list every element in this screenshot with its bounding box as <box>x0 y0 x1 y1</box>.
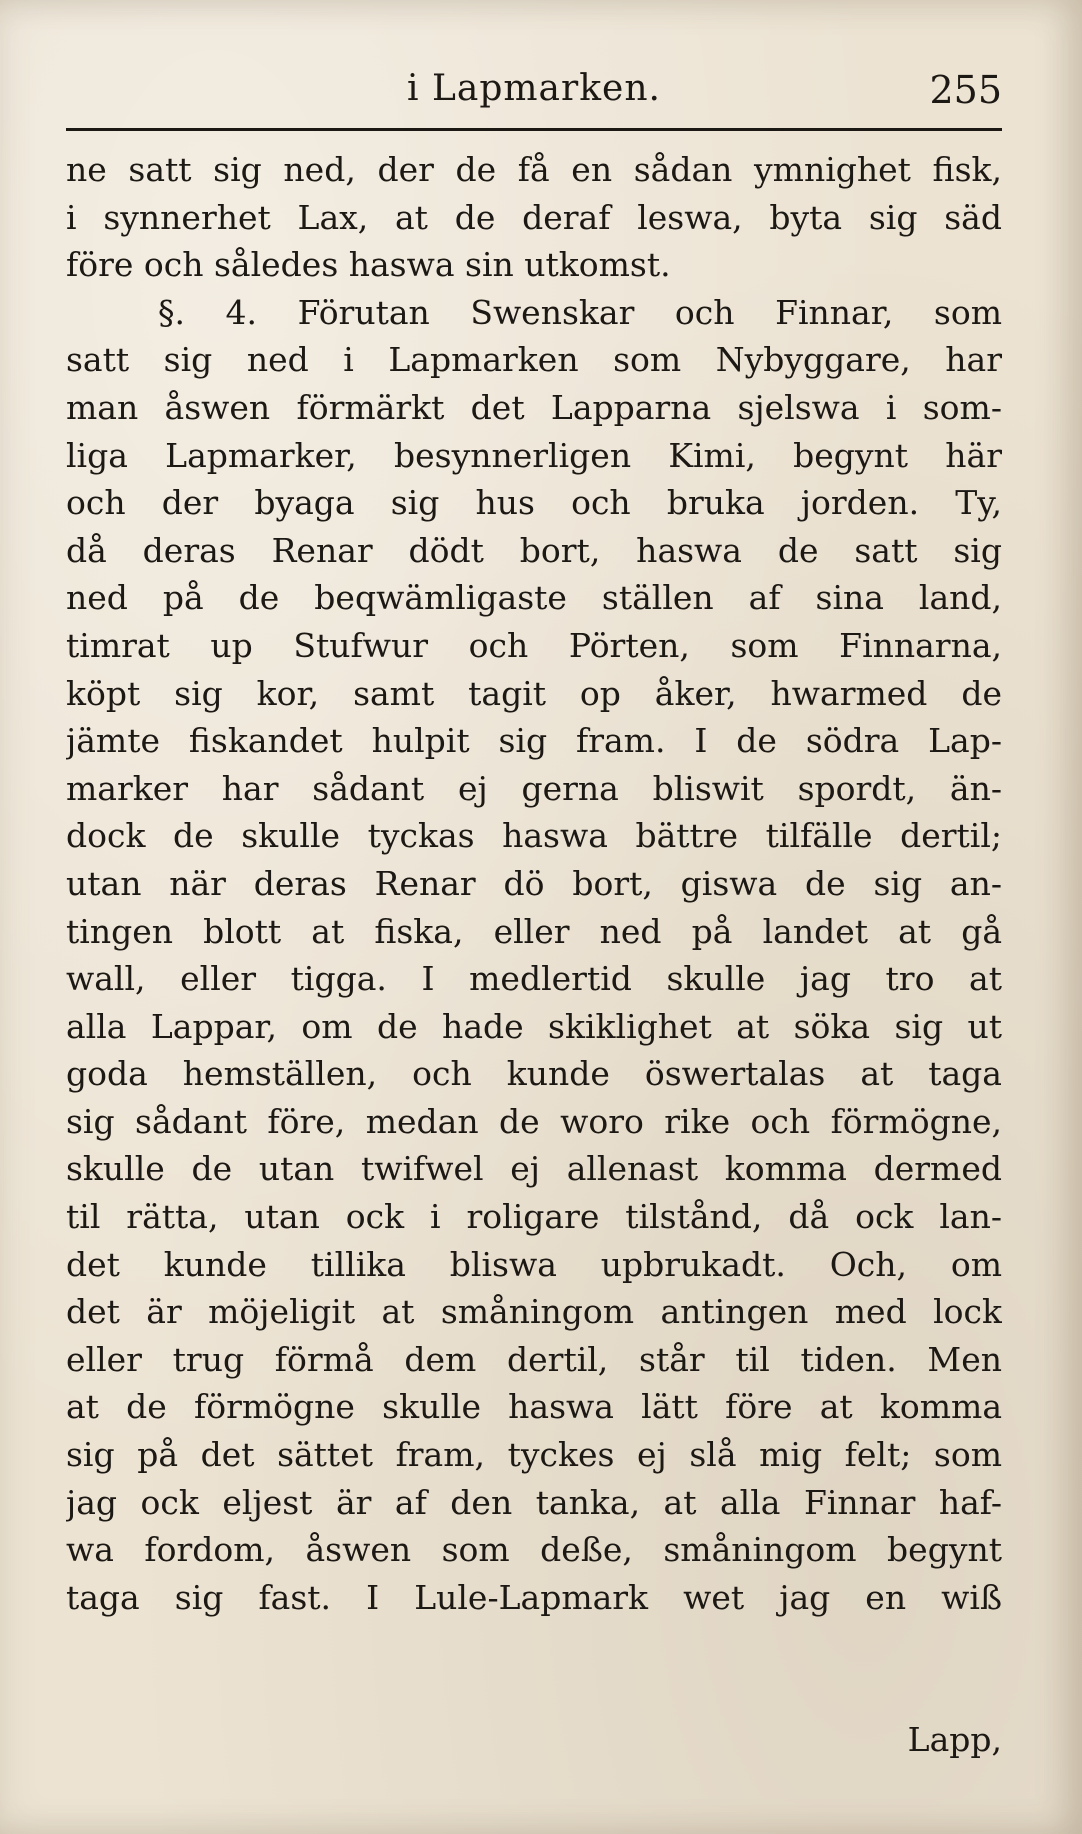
text-line: ned på de beqwämligaste ställen af sina land, <box>66 578 1002 618</box>
text-line: taga sig fast. I Lule-Lapmark wet jag en wiß <box>66 1577 1002 1617</box>
text-line: man åswen förmärkt det Lapparna sjelswa i som- <box>66 387 1002 427</box>
text-line: marker har sådant ej gerna bliswit spordt, än- <box>66 768 1002 808</box>
catchword: Lapp, <box>907 1720 1002 1759</box>
text-line: wall, eller tigga. I medlertid skulle jag tro at <box>66 959 1002 999</box>
text-line: sig sådant före, medan de woro rike och förmögne, <box>66 1101 1002 1141</box>
text-line: jag ock eljest är af den tanka, at alla Finnar haf- <box>66 1482 1002 1522</box>
text-line: köpt sig kor, samt tagit op åker, hwarmed de <box>66 673 1002 713</box>
text-line: goda hemställen, och kunde öswertalas at taga <box>66 1054 1002 1094</box>
text-line: sig på det sättet fram, tyckes ej slå mig felt; som <box>66 1435 1002 1475</box>
text-line: timrat up Stufwur och Pörten, som Finnarna, <box>66 625 1002 665</box>
text-line: det kunde tillika bliswa upbrukadt. Och, om <box>66 1244 1002 1284</box>
section-heading-line: §. 4. Förutan Swenskar och Finnar, som <box>158 292 1002 332</box>
text-line: det är möjeligit at småningom antingen med lock <box>66 1292 1002 1332</box>
text-line: dock de skulle tyckas haswa bättre tilfälle dertil; <box>66 816 1002 856</box>
text-line: och der byaga sig hus och bruka jorden. Ty, <box>66 483 1002 523</box>
text-line: eller trug förmå dem dertil, står til tiden. Men <box>66 1339 1002 1379</box>
header-rule <box>66 128 1002 131</box>
text-line: tingen blott at fiska, eller ned på landet at gå <box>66 911 1002 951</box>
body-text <box>66 146 1002 1621</box>
page-number: 255 <box>929 68 1002 112</box>
running-title: i Lapmarken. <box>407 68 661 109</box>
text-line: at de förmögne skulle haswa lätt före at komma <box>66 1387 1002 1427</box>
text-line: före och således haswa sin utkomst. <box>66 245 671 285</box>
text-line: wa fordom, åswen som deße, småningom begynt <box>66 1530 1002 1570</box>
text-line: ne satt sig ned, der de få en sådan ymnighet fisk, <box>66 150 1002 189</box>
text-line: då deras Renar dödt bort, haswa de satt sig <box>66 530 1002 570</box>
text-line: alla Lappar, om de hade skiklighet at söka sig ut <box>66 1006 1002 1046</box>
text-line: til rätta, utan ock i roligare tilstånd, då ock lan- <box>66 1197 1002 1237</box>
text-line: jämte fiskandet hulpit sig fram. I de södra Lap- <box>66 721 1002 761</box>
text-line: liga Lapmarker, besynnerligen Kimi, begynt här <box>66 435 1002 475</box>
text-line: satt sig ned i Lapmarken som Nybyggare, har <box>66 340 1002 380</box>
text-line: utan när deras Renar dö bort, giswa de sig an- <box>66 863 1002 903</box>
running-head <box>66 60 1002 120</box>
text-line: skulle de utan twifwel ej allenast komma dermed <box>66 1149 1002 1189</box>
text-line: i synnerhet Lax, at de deraf leswa, byta sig säd <box>66 197 1002 237</box>
